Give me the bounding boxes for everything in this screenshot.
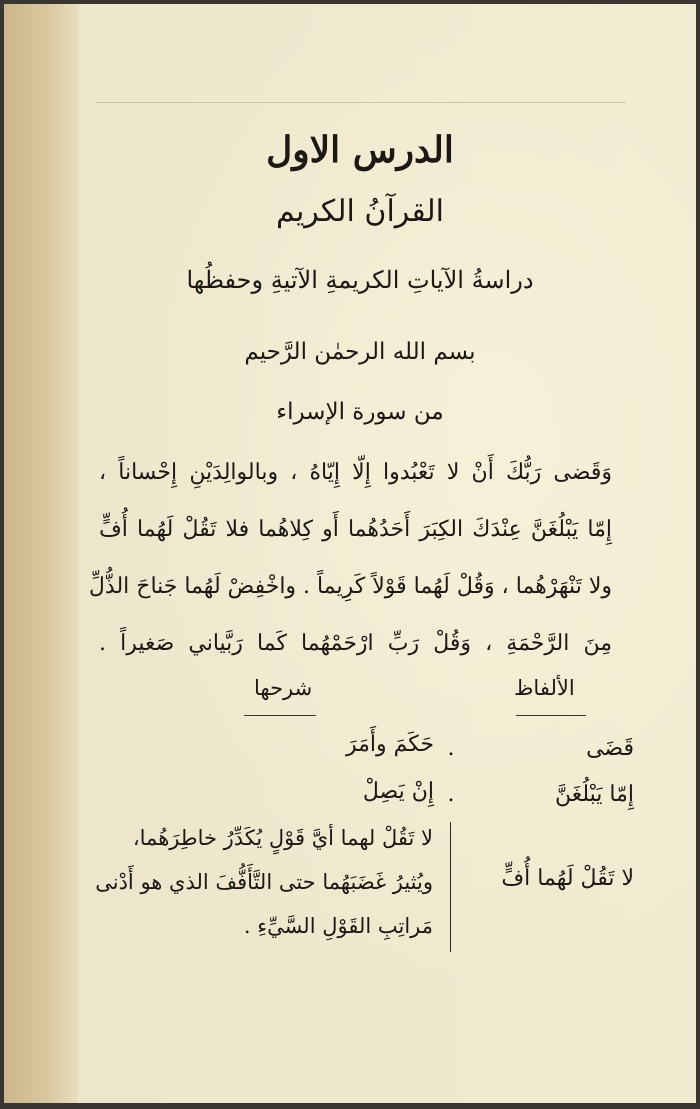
- explanation-line: ويُثيرُ غَضَبَهُما حتى التَّأَفُّفَ الذي هو أَدْنى: [95, 870, 433, 894]
- header-words-underline: [516, 715, 586, 716]
- verses-block: [88, 444, 612, 672]
- surah-heading: من سورة الإسراء: [276, 399, 444, 425]
- vocab-header-words: الألفاظ: [514, 676, 575, 700]
- verse-line: إِمّا يَبْلُغَنَّ عِنْدَكَ الكِبَرَ أَحَدُهُما أَو كِلاهُما فلا تَقُلْ لَهُما أُفٍّ: [99, 517, 612, 542]
- vocab-divider: [450, 822, 451, 952]
- explanation-line: لا تَقُلْ لهما أيَّ قَوْلٍ يُكَدِّرُ خاطِرَهُما،: [132, 826, 433, 850]
- vocab-word: إِمّا يَبْلُغَنَّ: [555, 782, 634, 807]
- vocab-word: لا تَقُلْ لَهُما أُفٍّ: [501, 866, 634, 891]
- book-page: [4, 4, 696, 1103]
- page-gutter: [4, 4, 78, 1103]
- vocab-separator: .: [447, 782, 455, 807]
- header-explanation-underline: [244, 715, 316, 716]
- basmala: بسم الله الرحمٰن الرَّحيم: [244, 339, 476, 365]
- vocab-word: قَضَى: [586, 736, 634, 761]
- verse-line: مِنَ الرَّحْمَةِ ، وَقُلْ رَبِّ ارْحَمْهُما كَما رَبَّياني صَغيراً .: [99, 631, 612, 656]
- vocab-explanation: حَكَمَ وأَمَرَ: [345, 732, 434, 757]
- vocab-explanation: إِنْ يَصِلْ: [362, 779, 434, 804]
- lesson-instruction: دراسةُ الآياتِ الكريمةِ الآتيةِ وحفظُها: [186, 266, 534, 294]
- explanation-line: مَراتِبِ القَوْلِ السَّيِّءِ .: [243, 914, 433, 938]
- verse-line: وَقَضى رَبُّكَ أَنْ لا تَعْبُدوا إِلّا إِيّاهُ ، وبالوالِدَيْنِ إِحْساناً ،: [99, 460, 612, 485]
- vocab-separator: .: [447, 736, 455, 761]
- vocab-header-explanation: شرحها: [254, 676, 313, 700]
- top-rule: [96, 102, 626, 103]
- vocab-explanation-block: [88, 816, 433, 948]
- lesson-title: الدرس الاول: [266, 129, 454, 171]
- lesson-subtitle: القرآنُ الكريم: [275, 194, 445, 229]
- verse-line: ولا تَنْهَرْهُما ، وَقُلْ لَهُما قَوْلاً كَرِيماً . واخْفِضْ لَهُما جَناحَ الذُّلِّ: [88, 574, 612, 599]
